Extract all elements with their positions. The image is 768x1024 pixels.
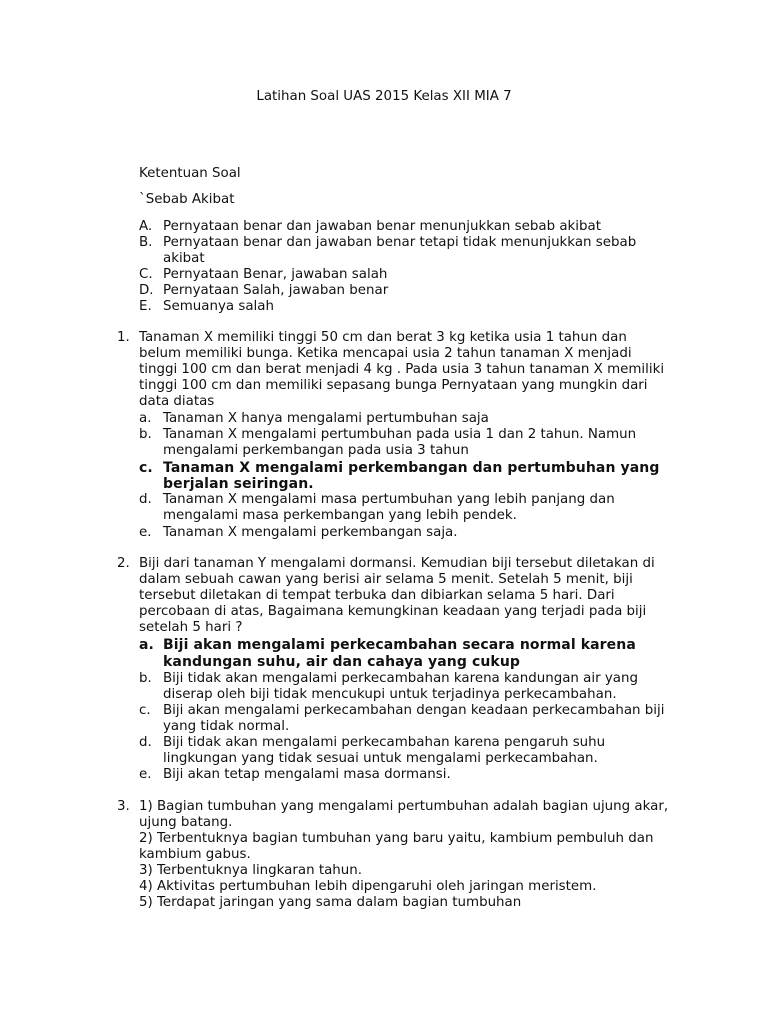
option-label: E.	[139, 299, 152, 314]
option-text: Semuanya salah	[163, 299, 274, 314]
option-label: b.	[139, 671, 152, 686]
statement-text: 3) Terbentuknya lingkaran tahun.	[139, 863, 363, 878]
option-text: Pernyataan benar dan jawaban benar menunjukkan sebab akibat	[163, 219, 601, 234]
question-1-option-e	[139, 525, 669, 541]
option-label: d.	[139, 492, 152, 507]
option-label: C.	[139, 267, 153, 282]
question-3-statement-3	[139, 863, 679, 879]
question-text: Tanaman X memiliki tinggi 50 cm dan berat 3 kg ketika usia 1 tahun dan belum memiliki bunga. Ketika mencapai usia 2 tahun tanaman X menjadi tinggi 100 cm dan berat menjadi 4 kg . Pada usia 3 tahun tanaman X memiliki tinggi 100 cm dan memiliki sepasang bunga Pernyataan yang mungkin dari data diatas	[139, 330, 665, 409]
question-number: 1.	[117, 330, 130, 345]
question-3-statement-5	[139, 895, 679, 911]
question-3-statement-2	[139, 831, 679, 863]
option-label: a.	[139, 411, 152, 426]
option-label: e.	[139, 525, 152, 540]
option-label: d.	[139, 735, 152, 750]
option-label: b.	[139, 427, 152, 442]
question-2-option-a	[139, 637, 669, 671]
option-text: Tanaman X hanya mengalami pertumbuhan saja	[163, 411, 489, 426]
question-2	[117, 556, 672, 636]
question-3-statement-4	[139, 879, 679, 895]
question-1-option-a	[139, 411, 669, 427]
question-2-option-d	[139, 735, 669, 767]
statement-text: 4) Aktivitas pertumbuhan lebih dipengaruhi oleh jaringan meristem.	[139, 879, 597, 894]
option-label: a.	[139, 637, 154, 653]
question-3-statement-1	[139, 799, 679, 831]
option-label: B.	[139, 235, 153, 250]
rule-option-a	[139, 219, 669, 235]
option-text: Biji akan mengalami perkecambahan secara normal karena kandungan suhu, air dan cahaya yang cukup	[163, 637, 636, 670]
question-2-option-e	[139, 767, 669, 783]
question-1-option-c	[139, 460, 669, 492]
rules-subheading: `Sebab Akibat	[139, 192, 235, 207]
statement-text: 2) Terbentuknya bagian tumbuhan yang baru yaitu, kambium pembuluh dan kambium gabus.	[139, 831, 654, 862]
option-text: Biji tidak akan mengalami perkecambahan karena pengaruh suhu lingkungan yang tidak sesuai untuk mengalami perkecambahan.	[163, 735, 606, 766]
option-text: Pernyataan benar dan jawaban benar tetapi tidak menunjukkan sebab akibat	[163, 235, 637, 266]
option-label: c.	[139, 703, 151, 718]
question-2-option-c	[139, 703, 669, 735]
rule-option-e	[139, 299, 669, 315]
option-label: c.	[139, 460, 153, 476]
option-label: D.	[139, 283, 154, 298]
option-text: Biji akan mengalami perkecambahan dengan keadaan perkecambahan biji yang tidak normal.	[163, 703, 665, 734]
option-text: Biji tidak akan mengalami perkecambahan karena kandungan air yang diserap oleh biji tidak mencukupi untuk terjadinya perkecambahan.	[163, 671, 638, 702]
option-text: Tanaman X mengalami perkembangan saja.	[163, 525, 458, 540]
rule-option-d	[139, 283, 669, 299]
question-number: 2.	[117, 556, 130, 571]
question-text: Biji dari tanaman Y mengalami dormansi. Kemudian biji tersebut diletakan di dalam sebuah cawan yang berisi air selama 5 menit. Setelah 5 menit, biji tersebut diletakan di tempat terbuka dan dibiarkan selama 5 hari. Dari percobaan di atas, Bagaimana kemungkinan keadaan yang terjadi pada biji setelah 5 hari ?	[139, 556, 655, 635]
rules-heading: Ketentuan Soal	[139, 166, 241, 181]
statement-text: 5) Terdapat jaringan yang sama dalam bagian tumbuhan	[139, 895, 522, 910]
question-1	[117, 330, 672, 410]
document-title: Latihan Soal UAS 2015 Kelas XII MIA 7	[256, 89, 512, 104]
statement-text: 1) Bagian tumbuhan yang mengalami pertumbuhan adalah bagian ujung akar, ujung batang.	[139, 799, 669, 830]
rule-option-b	[139, 235, 669, 267]
option-label: A.	[139, 219, 153, 234]
option-text: Tanaman X mengalami masa pertumbuhan yang lebih panjang dan mengalami masa perkembangan yang lebih pendek.	[163, 492, 615, 523]
option-text: Biji akan tetap mengalami masa dormansi.	[163, 767, 451, 782]
question-2-option-b	[139, 671, 669, 703]
rule-option-c	[139, 267, 669, 283]
question-1-option-d	[139, 492, 669, 524]
question-number: 3.	[117, 799, 130, 814]
option-text: Pernyataan Salah, jawaban benar	[163, 283, 389, 298]
question-1-option-b	[139, 427, 669, 459]
option-text: Pernyataan Benar, jawaban salah	[163, 267, 388, 282]
option-text: Tanaman X mengalami perkembangan dan pertumbuhan yang berjalan seiringan.	[163, 460, 660, 492]
option-text: Tanaman X mengalami pertumbuhan pada usia 1 dan 2 tahun. Namun mengalami perkembangan pada usia 3 tahun	[163, 427, 637, 458]
option-label: e.	[139, 767, 152, 782]
